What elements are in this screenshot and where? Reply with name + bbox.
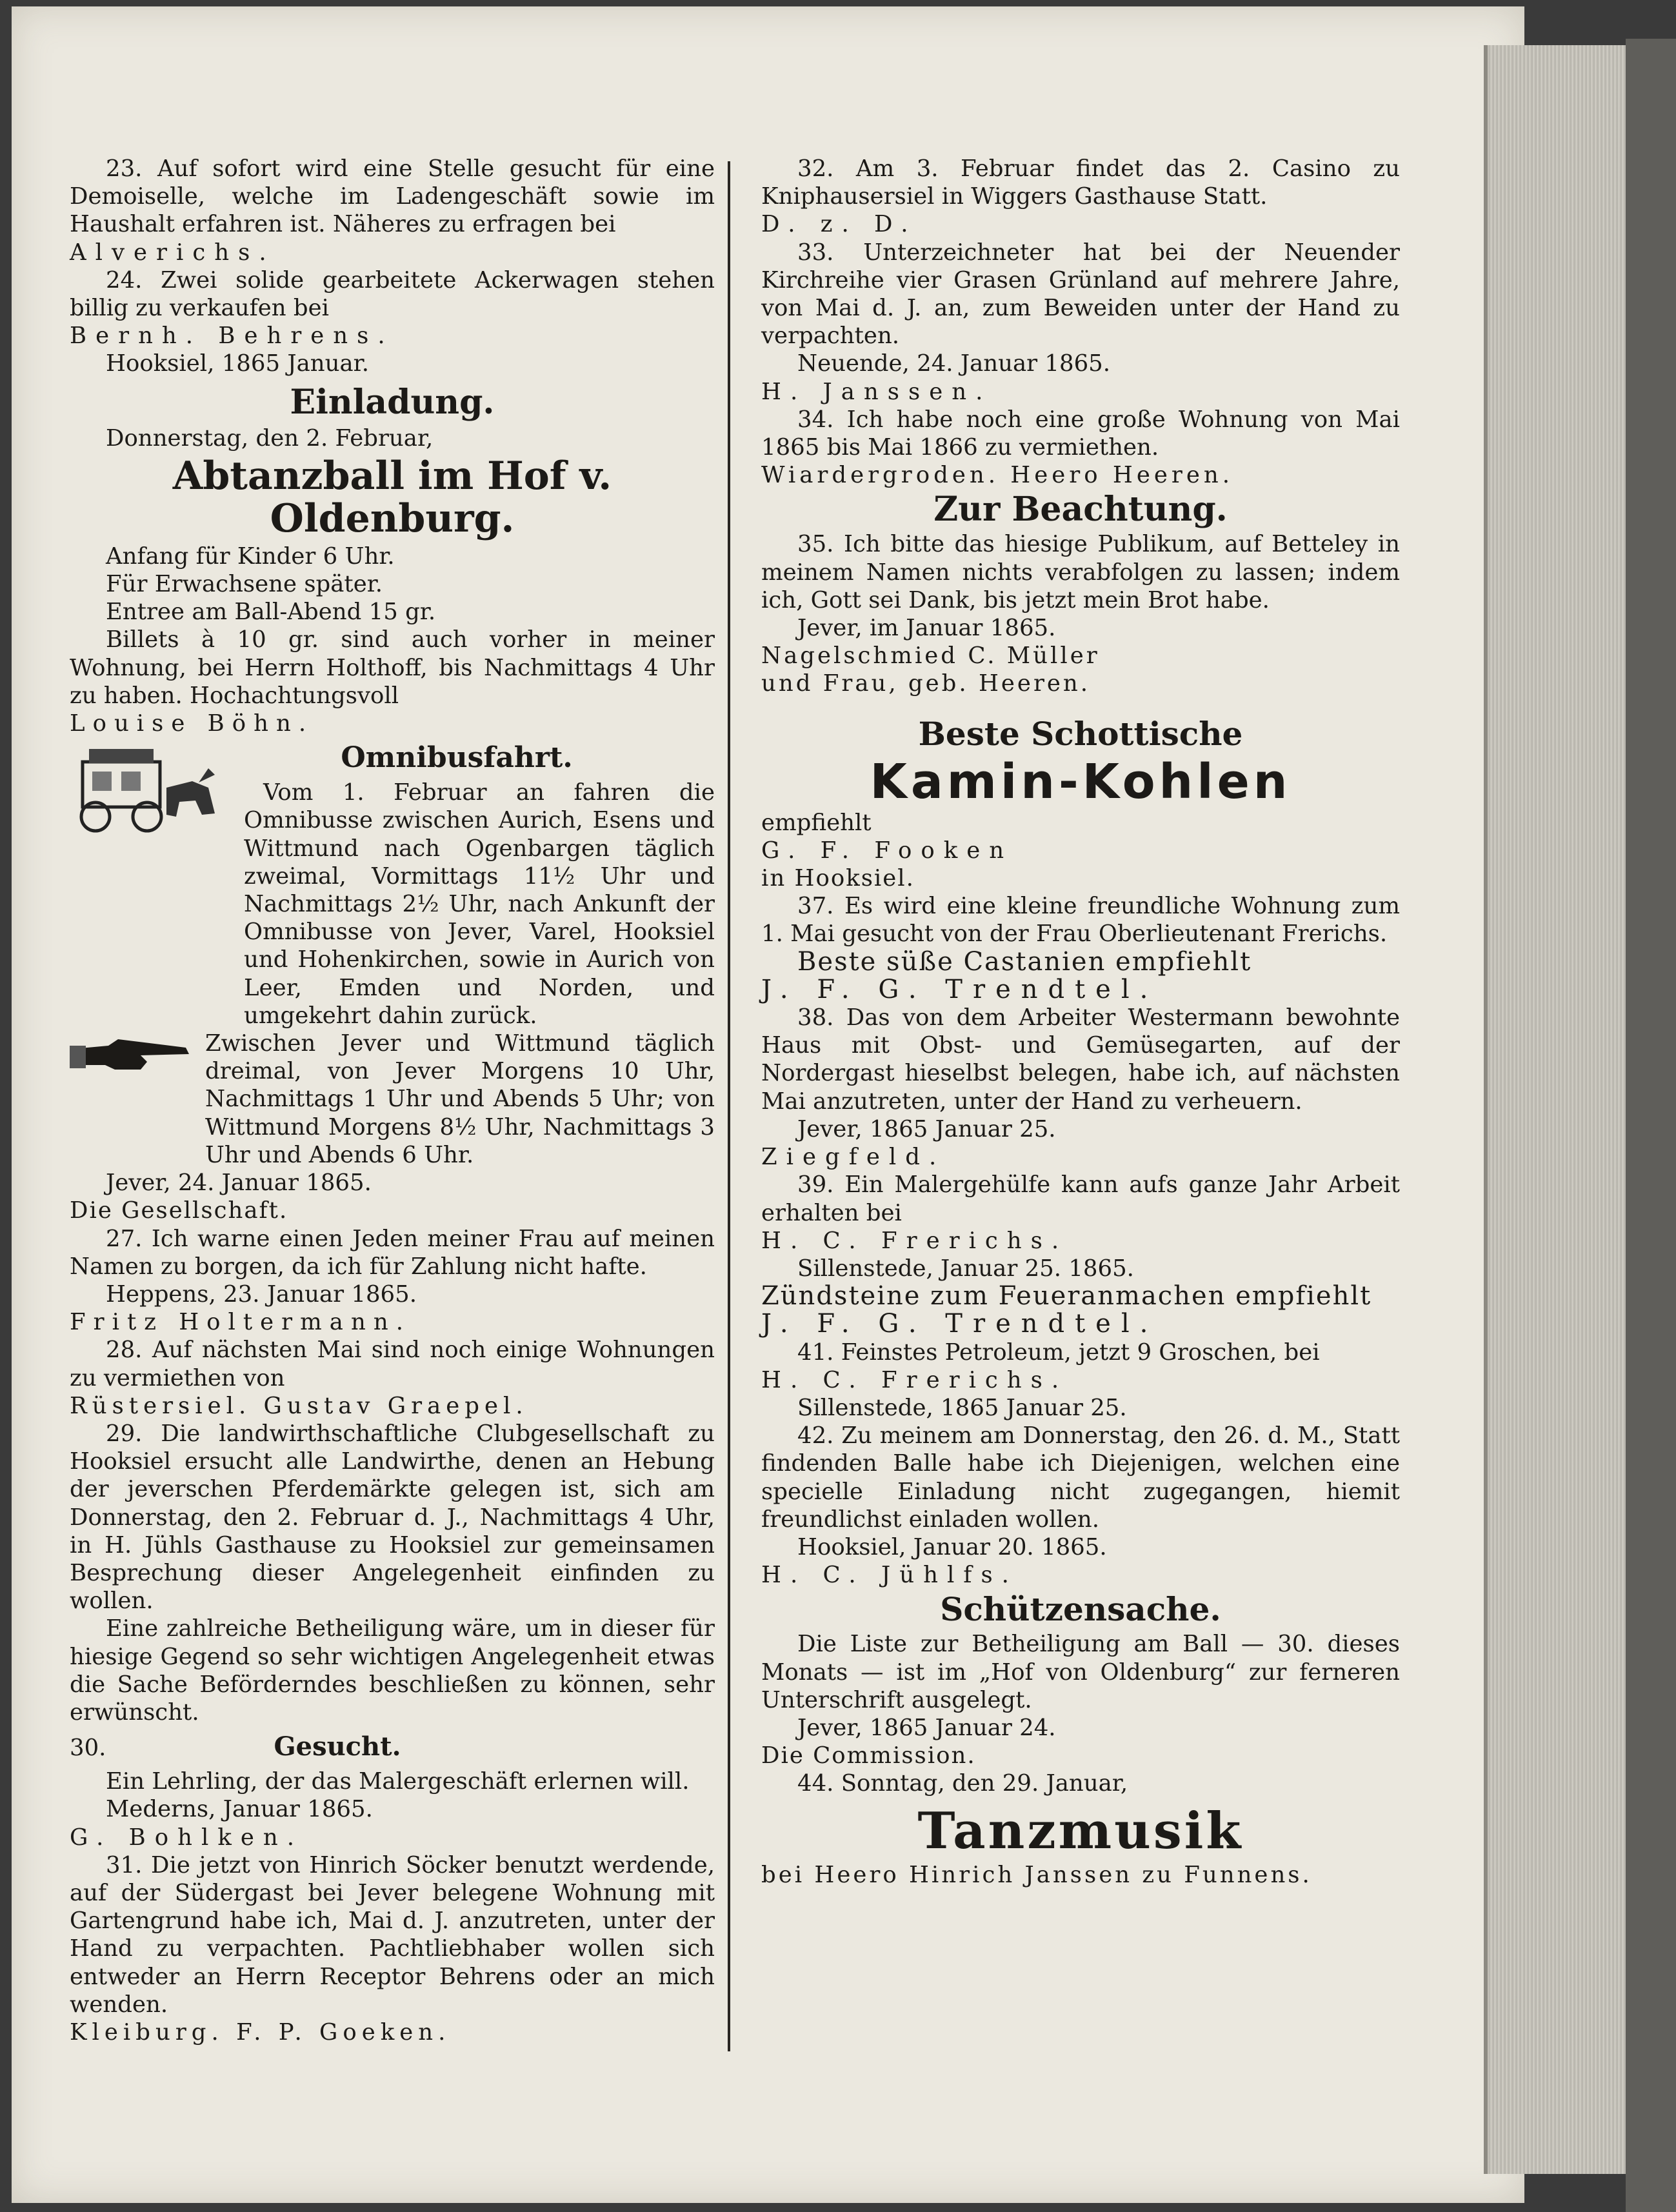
omnibus-signature: Die Gesellschaft. xyxy=(70,1197,288,1224)
ad-24-place: Hooksiel, 1865 Januar. xyxy=(106,350,369,377)
omnibus-heading: Omnibusfahrt. xyxy=(341,741,573,775)
ad-24-signature: Bernh. Behrens. xyxy=(70,323,394,350)
schuetzen-signature: Die Commission. xyxy=(761,1742,976,1769)
ad-32-signature: D. z. D. xyxy=(761,211,917,238)
kamin-kohlen-banner: Kamin-Kohlen xyxy=(870,753,1292,810)
ad-23 xyxy=(70,155,715,266)
ad-39-signature: H. C. Frerichs. xyxy=(761,1227,1068,1254)
einladung-line-1: Anfang für Kinder 6 Uhr. xyxy=(106,543,395,570)
kohlen-heading: Beste Schottische xyxy=(918,714,1243,753)
einladung-line-3: Entree am Ball-Abend 15 gr. xyxy=(106,599,436,626)
stagecoach-icon xyxy=(70,742,231,839)
zuendsteine-signature: J. F. G. Trendtel. xyxy=(761,1309,1159,1339)
ad-30-heading: Gesucht. xyxy=(274,1731,401,1762)
ad-38-signature: Ziegfeld. xyxy=(761,1144,946,1171)
pointing-hand-icon xyxy=(70,1030,199,1081)
ad-35 xyxy=(761,530,1400,697)
castanien-text: Beste süße Castanien empfiehlt xyxy=(797,946,1252,977)
beachtung-heading: Zur Beachtung. xyxy=(933,490,1228,530)
omnibus-body: Vom 1. Februar an fahren die Omnibusse zwischen Aurich, Esens und Wittmund nach Ogenbargen täglich zweimal, Vormittags 11½ Uhr und Nachmittags 2½ Uhr, nach Ankunft der Omnibusse von Jever, Varel, Hooksiel und Hohenkirchen, sowie in Aurich von Leer, Emden und Norden, und umgekehrt dahin zurück. xyxy=(244,779,715,1029)
einladung-body: Billets à 10 gr. sind auch vorher in meiner Wohnung, bei Herrn Holthoff, bis Nachmittags 4 Uhr zu haben. Hochachtungsvoll xyxy=(70,626,715,709)
ad-35-signature-2: und Frau, geb. Heeren. xyxy=(761,670,1091,697)
ad-39 xyxy=(761,1171,1400,1282)
ad-42 xyxy=(761,1422,1400,1589)
ad-32 xyxy=(761,155,1400,239)
ad-34 xyxy=(761,406,1400,490)
ad-31-signature: Kleiburg. F. P. Goeken. xyxy=(70,2018,451,2046)
ad-29 xyxy=(70,1420,715,1726)
ad-39-text: 39. Ein Malergehülfe kann aufs ganze Jahr Arbeit erhalten bei xyxy=(761,1171,1400,1226)
ad-27-signature: Fritz Holtermann. xyxy=(70,1309,411,1336)
ad-38 xyxy=(761,1004,1400,1171)
ad-30-signature: G. Bohlken. xyxy=(70,1824,304,1851)
schuetzensache-heading: Schützensache. xyxy=(940,1590,1221,1629)
castanien-signature: J. F. G. Trendtel. xyxy=(761,974,1159,1004)
zuendsteine-text: Zündsteine zum Feueranmachen empfiehlt xyxy=(761,1281,1372,1311)
ad-34-text: 34. Ich habe noch eine große Wohnung von Mai 1865 bis Mai 1866 zu vermiethen. xyxy=(761,406,1400,461)
ad-32-text: 32. Am 3. Februar findet das 2. Casino zu Kniphausersiel in Wiggers Gasthause Statt. xyxy=(761,155,1400,210)
omnibus-ad xyxy=(70,741,715,1030)
ad-35-place: Jever, im Januar 1865. xyxy=(797,615,1056,642)
ad-37 xyxy=(761,892,1400,948)
schuetzen-text: Die Liste zur Betheiligung am Ball — 30. dieses Monats — ist im „Hof von Oldenburg“ zur ferneren Unterschrift ausgelegt. xyxy=(761,1631,1400,1713)
ad-33-signature: H. Janssen. xyxy=(761,378,992,405)
ad-28 xyxy=(70,1336,715,1420)
omnibus-body-2: Zwischen Jever und Wittmund täglich dreimal, von Jever Morgens 10 Uhr, Nachmittags 1 Uhr und Abends 5 Uhr; von Wittmund Morgens 8½ Uhr, Nachmittags 3 Uhr und Abends 6 Uhr. xyxy=(205,1030,715,1168)
einladung-line-2: Für Erwachsene später. xyxy=(106,571,383,598)
ad-44 xyxy=(761,1769,1400,1888)
abtanzball-heading: Abtanzball im Hof v. Oldenburg. xyxy=(172,453,612,541)
ad-33 xyxy=(761,239,1400,406)
kohlen-empfiehlt: empfiehlt xyxy=(761,809,872,836)
ad-28-text: 28. Auf nächsten Mai sind noch einige Wohnungen zu vermiethen von xyxy=(70,1337,715,1391)
ad-41-place: Sillenstede, 1865 Januar 25. xyxy=(797,1394,1127,1421)
einladung-signature: Louise Böhn. xyxy=(70,710,314,737)
ad-23-signature: Alverichs. xyxy=(70,239,275,266)
ad-31 xyxy=(70,1851,715,2046)
ad-41 xyxy=(761,1339,1400,1422)
column-divider xyxy=(728,161,730,2051)
tanzmusik-signature: bei Heero Hinrich Janssen zu Funnens. xyxy=(761,1861,1312,1888)
ad-44-text: 44. Sonntag, den 29. Januar, xyxy=(797,1770,1128,1797)
kohlen-ad xyxy=(761,809,1400,893)
ad-30-heading-line xyxy=(70,1726,715,1768)
ad-30-place: Mederns, Januar 1865. xyxy=(106,1796,373,1823)
ad-30-text: Ein Lehrling, der das Malergeschäft erlernen will. xyxy=(106,1768,690,1795)
ad-41-signature: H. C. Frerichs. xyxy=(761,1366,1068,1393)
schuetzen-ad xyxy=(761,1630,1400,1769)
ad-29-text: 29. Die landwirthschaftliche Clubgesellschaft zu Hooksiel ersucht alle Landwirthe, denen an Hebung der jeverschen Pferdemärkte gelegen ist, sich am Donnerstag, den 2. Februar d. J., Nachmittags 4 Uhr, in H. Jühls Gasthause zu Hooksiel zur gemeinsamen Besprechung dieser Angelegenheit einfinden zu wollen. xyxy=(70,1420,715,1615)
tanzmusik-banner: Tanzmusik xyxy=(917,1801,1244,1860)
ad-42-text: 42. Zu meinem am Donnerstag, den 26. d. M., Statt findenden Balle habe ich Diejenigen, welchen eine specielle Einladung nicht zugegangen, hiemit freundlichst einladen wollen. xyxy=(761,1422,1400,1533)
ad-30-number: 30. xyxy=(70,1735,106,1762)
ad-33-text: 33. Unterzeichneter hat bei der Neuender Kirchreihe vier Grasen Grünland auf mehrere Jahre, von Mai d. J. an, zum Beweiden unter der Hand zu verpachten. xyxy=(761,239,1400,350)
ad-27 xyxy=(70,1225,715,1337)
right-column xyxy=(761,155,1400,1889)
omnibus-ad-2 xyxy=(70,1030,715,1224)
book-cover-edge xyxy=(1626,39,1676,2212)
kohlen-signature-2: in Hooksiel. xyxy=(761,865,915,892)
ad-27-place: Heppens, 23. Januar 1865. xyxy=(106,1280,417,1308)
ad-24 xyxy=(70,266,715,378)
ad-42-signature: H. C. Jühlfs. xyxy=(761,1562,1018,1589)
einladung-heading: Einladung. xyxy=(290,382,495,422)
ad-33-place: Neuende, 24. Januar 1865. xyxy=(797,350,1111,377)
ad-37-text: 37. Es wird eine kleine freundliche Wohnung zum 1. Mai gesucht von der Frau Oberlieutenant Frerichs. xyxy=(761,893,1400,948)
ad-34-signature: Wiardergroden. Heero Heeren. xyxy=(761,462,1233,489)
ad-29-text-2: Eine zahlreiche Betheiligung wäre, um in dieser für hiesige Gegend so sehr wichtigen Angelegenheit etwas die Sache Beförderndes beschließen zu können, sehr erwünscht. xyxy=(70,1615,715,1726)
kohlen-signature-1: G. F. Fooken xyxy=(761,837,1013,864)
schuetzen-place: Jever, 1865 Januar 24. xyxy=(797,1714,1056,1741)
ad-24-text: 24. Zwei solide gearbeitete Ackerwagen stehen billig zu verkaufen bei xyxy=(70,266,715,322)
ad-28-signature: Rüstersiel. Gustav Graepel. xyxy=(70,1392,528,1419)
left-column xyxy=(70,155,715,2046)
ad-23-text: 23. Auf sofort wird eine Stelle gesucht für eine Demoiselle, welche im Ladengeschäft sowie im Haushalt erfahren ist. Näheres zu erfragen bei xyxy=(70,155,715,238)
ad-38-text: 38. Das von dem Arbeiter Westermann bewohnte Haus mit Obst- und Gemüsegarten, auf der Nordergast hieselbst belegen, habe ich, auf nächsten Mai anzutreten, unter der Hand zu verheuern. xyxy=(761,1004,1400,1115)
ad-35-text: 35. Ich bitte das hiesige Publikum, auf Betteley in meinem Namen nichts verabfolgen zu lassen; indem ich, Gott sei Dank, bis jetzt mein Brot habe. xyxy=(761,531,1400,613)
einladung-ad xyxy=(70,424,715,738)
ad-39-place: Sillenstede, Januar 25. 1865. xyxy=(797,1255,1134,1282)
ad-31-text: 31. Die jetzt von Hinrich Söcker benutzt werdende, auf der Südergast bei Jever belegene Wohnung mit Gartengrund habe ich, Mai d. J. anzutreten, unter der Hand zu verpachten. Pachtliebhaber wollen sich entweder an Herrn Receptor Behrens oder an mich wenden. xyxy=(70,1851,715,2018)
ad-35-signature-1: Nagelschmied C. Müller xyxy=(761,643,1100,670)
ad-42-place: Hooksiel, Januar 20. 1865. xyxy=(797,1533,1107,1560)
einladung-date: Donnerstag, den 2. Februar, xyxy=(106,424,434,452)
ad-38-place: Jever, 1865 Januar 25. xyxy=(797,1115,1056,1142)
zuendsteine-ad xyxy=(761,1282,1400,1338)
ad-30 xyxy=(70,1726,715,1851)
castanien-ad xyxy=(761,948,1400,1004)
ad-27-text: 27. Ich warne einen Jeden meiner Frau auf meinen Namen zu borgen, da ich für Zahlung nicht hafte. xyxy=(70,1225,715,1280)
omnibus-place: Jever, 24. Januar 1865. xyxy=(106,1170,372,1197)
ad-41-text: 41. Feinstes Petroleum, jetzt 9 Groschen, bei xyxy=(797,1339,1320,1366)
